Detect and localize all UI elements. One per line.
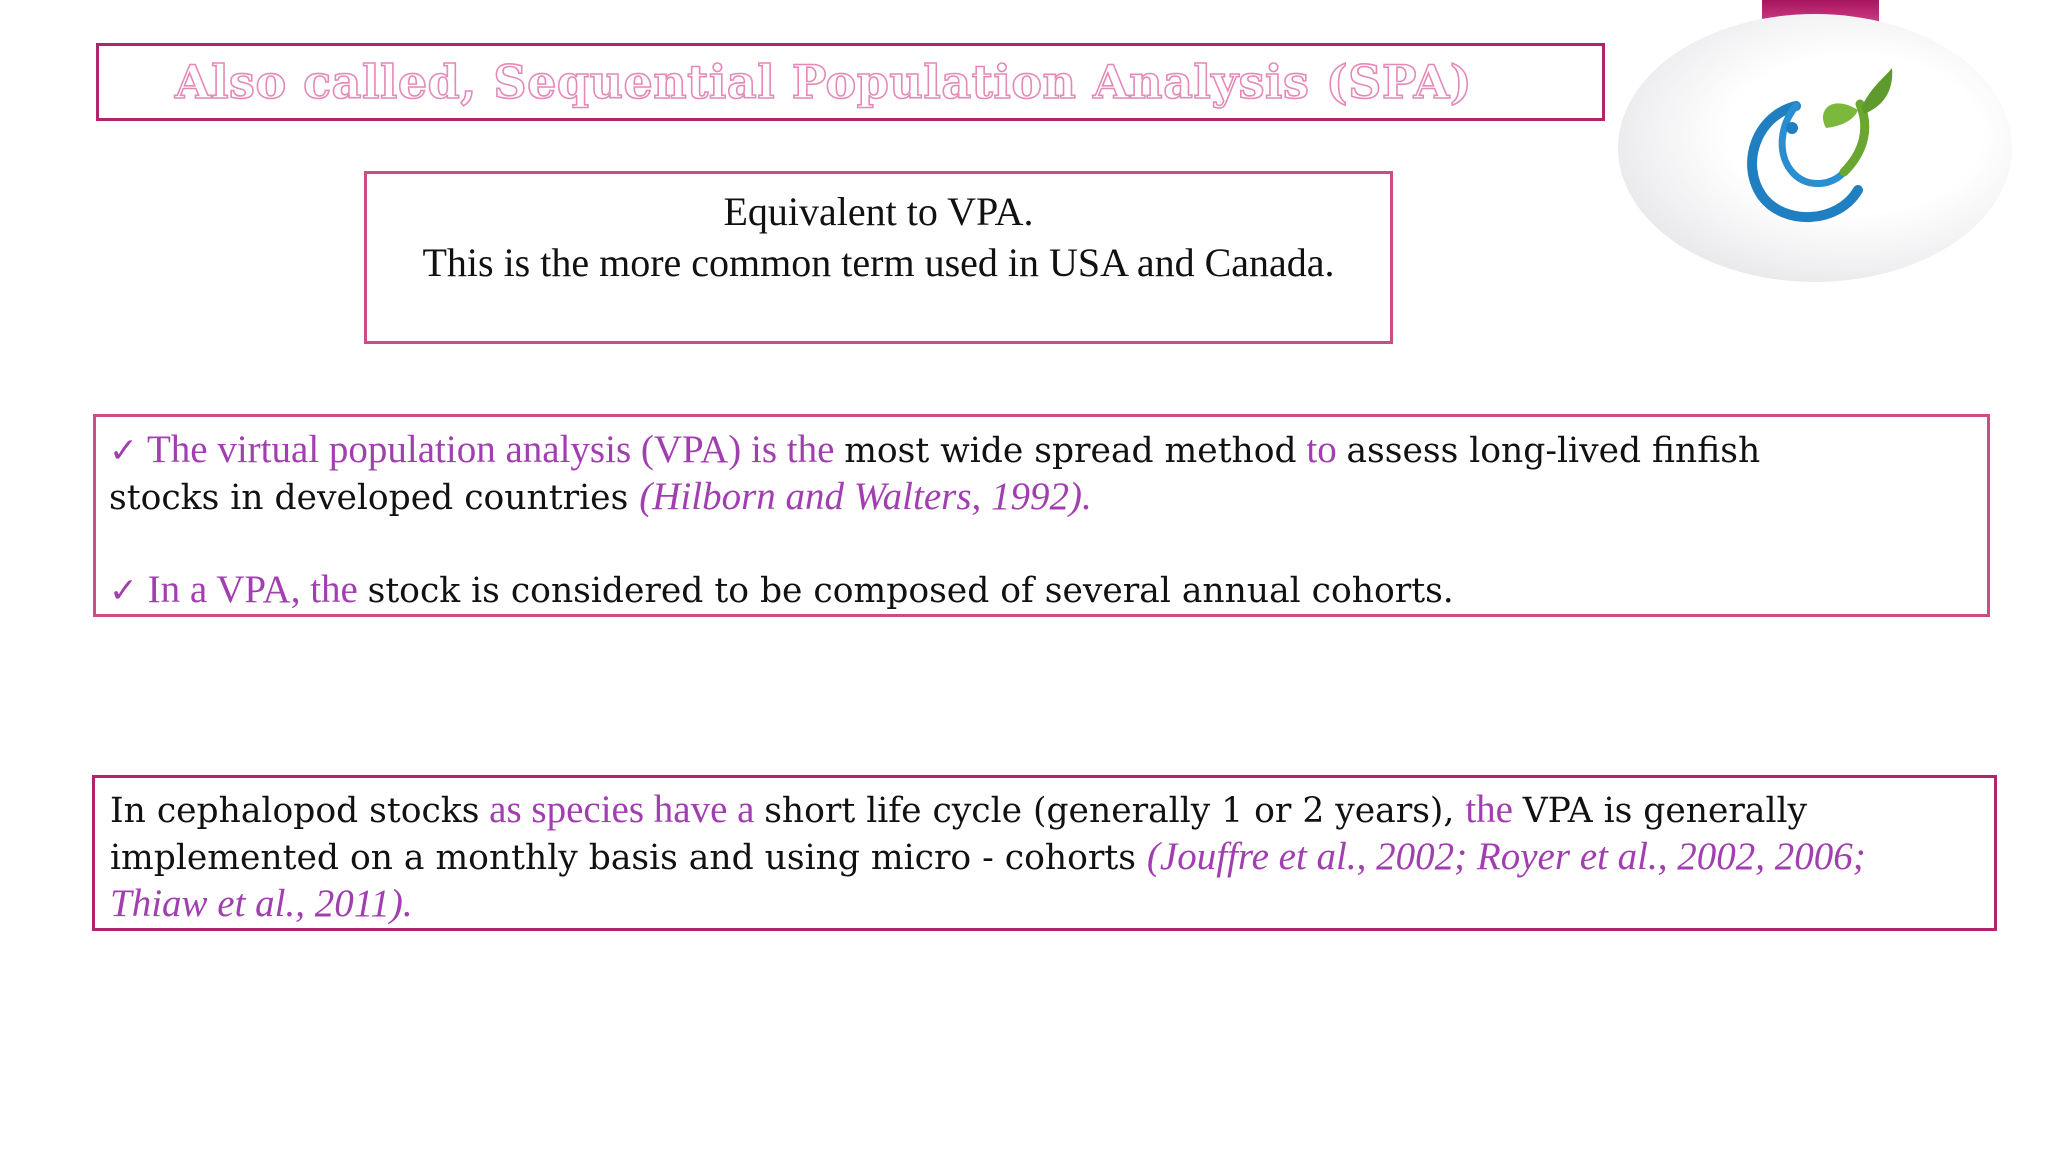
equivalent-line-1: Equivalent to VPA. <box>723 189 1034 234</box>
vpa-point-1 <box>109 427 1987 474</box>
check-icon: ✓ <box>109 431 138 471</box>
vpa-point-1-citation: (Hilborn and Walters, 1992). <box>639 475 1092 518</box>
vpa-point-1-assess: assess long-lived finfish <box>1346 431 1761 471</box>
cephalopod-implemented: implemented on a monthly basis and using micro - cohorts <box>110 838 1136 878</box>
cephalopod-line-3 <box>110 881 1994 928</box>
slide-title: Also called, Sequential Population Analysis (SPA) <box>174 55 1473 109</box>
cephalopod-space <box>1136 838 1147 878</box>
cephalopod-species: as species have a <box>479 788 765 831</box>
vpa-point-2-text: stock is considered to be composed of several annual cohorts. <box>367 571 1454 611</box>
vpa-point-2 <box>109 567 1987 614</box>
cephalopod-line-1 <box>110 787 1994 834</box>
title-box <box>96 43 1605 121</box>
cephalopod-citation-2: Thiaw et al., 2011). <box>110 882 413 925</box>
vpa-points-box <box>93 414 1990 617</box>
equivalent-line-2: This is the more common term used in USA and Canada. <box>422 240 1335 285</box>
equivalent-box <box>364 171 1393 344</box>
vpa-point-1-method: most wide spread method <box>844 431 1297 471</box>
cephalopod-life-cycle: short life cycle (generally 1 or 2 years), <box>764 791 1466 831</box>
vpa-point-1-stocks: stocks in developed countries <box>109 478 629 518</box>
check-icon: ✓ <box>109 571 138 611</box>
cephalopod-line-2 <box>110 834 1994 881</box>
vpa-point-1-to: to <box>1296 428 1347 471</box>
fish-leaf-logo-icon <box>1736 64 1896 234</box>
vpa-point-1-space <box>628 478 639 518</box>
cephalopod-citation-1: (Jouffre et al., 2002; Royer et al., 2002, 2006; <box>1146 835 1866 878</box>
cephalopod-vpa: VPA is generally <box>1522 791 1808 831</box>
cephalopod-stocks: In cephalopod stocks <box>110 791 480 831</box>
vpa-point-1-intro: The virtual population analysis (VPA) is the <box>137 428 845 471</box>
vpa-point-1-continued <box>109 474 1987 521</box>
vpa-point-2-intro: In a VPA, the <box>137 568 368 611</box>
cephalopod-box <box>92 775 1997 931</box>
cephalopod-the: the <box>1465 788 1523 831</box>
